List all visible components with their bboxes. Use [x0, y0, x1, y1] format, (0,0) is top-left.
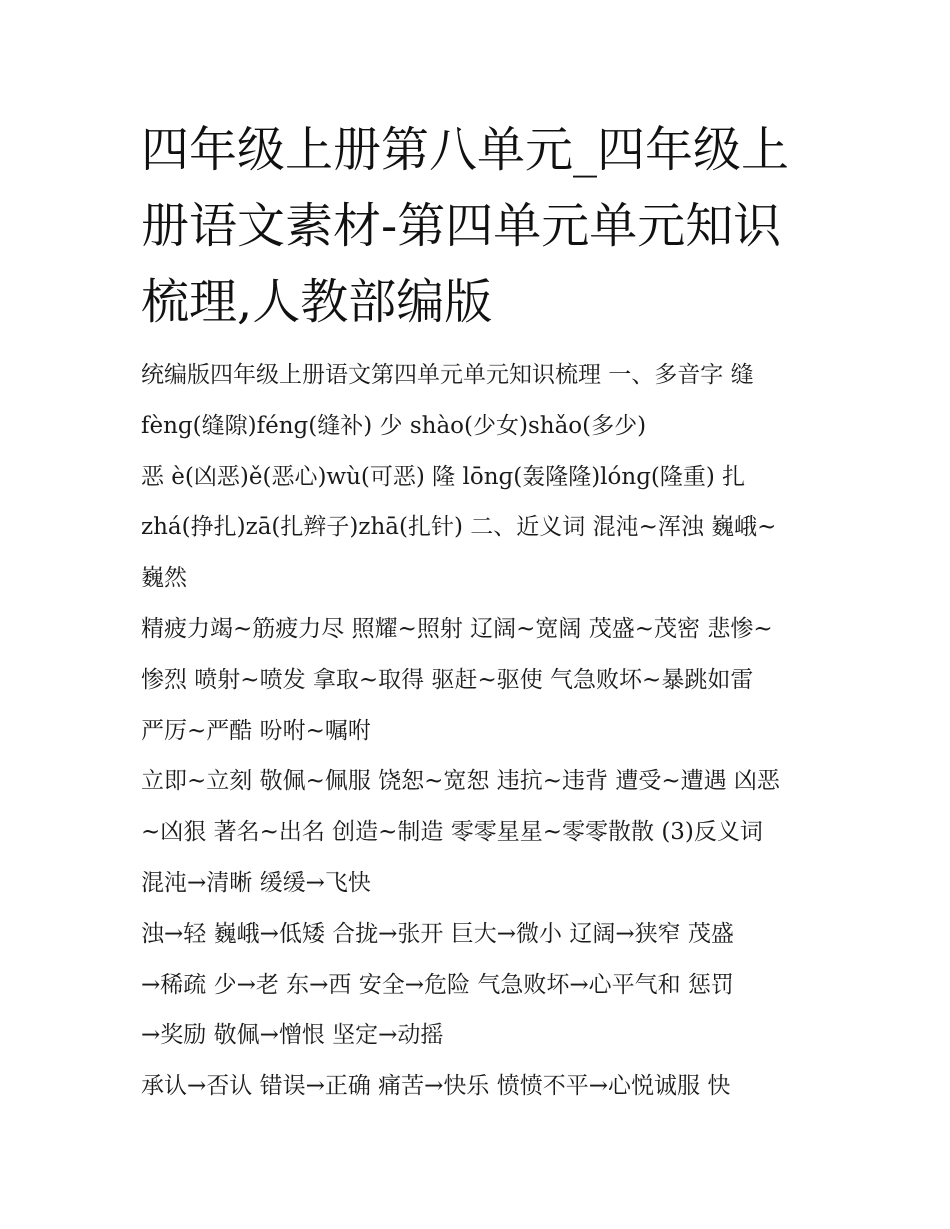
title-line: 梳理,人教部编版 — [141, 274, 493, 330]
body-line: 浊→轻 巍峨→低矮 合拢→张开 巨大→微小 辽阔→狭窄 茂盛 — [141, 920, 734, 947]
body-line: 承认→否认 错误→正确 痛苦→快乐 愤愤不平→心悦诚服 快 — [141, 1073, 731, 1100]
body-line: →奖励 敬佩→憎恨 坚定→动摇 — [141, 1022, 444, 1049]
document-body — [141, 350, 813, 1112]
body-line: 精疲力竭~筋疲力尽 照耀~照射 辽阔~宽阔 茂盛~茂密 悲惨~ — [141, 615, 773, 642]
body-line: zhá(挣扎)zā(扎辫子)zhā(扎针) 二、近义词 混沌~浑浊 巍峨~ — [141, 514, 777, 541]
body-line: 混沌→清晰 缓缓→飞快 — [141, 869, 371, 896]
body-line: fènɡ(缝隙)fénɡ(缝补) 少 shào(少女)shǎo(多少) — [141, 412, 647, 439]
body-line: 恶 è(凶恶)ě(恶心)wù(可恶) 隆 lōnɡ(轰隆隆)lónɡ(隆重) 扎 — [141, 463, 746, 490]
body-line: 惨烈 喷射~喷发 拿取~取得 驱赶~驱使 气急败坏~暴跳如雷 — [141, 666, 754, 693]
body-line: 统编版四年级上册语文第四单元单元知识梳理 一、多音字 缝 — [141, 362, 754, 388]
title-line: 四年级上册第八单元_四年级上 — [141, 122, 790, 178]
body-line: 巍然 — [141, 565, 187, 592]
body-line: 立即~立刻 敬佩~佩服 饶恕~宽恕 违抗~违背 遭受~遭遇 凶恶 — [141, 768, 780, 795]
body-line: →稀疏 少→老 东→西 安全→危险 气急败坏→心平气和 惩罚 — [141, 971, 734, 998]
document-title — [141, 112, 813, 340]
body-line: 严厉~严酷 吩咐~嘱咐 — [141, 717, 371, 744]
document-page — [141, 112, 813, 1112]
body-line: ~凶狠 著名~出名 创造~制造 零零星星~零零散散 (3)反义词 — [141, 819, 763, 846]
title-line: 册语文素材-第四单元单元知识 — [141, 198, 782, 254]
